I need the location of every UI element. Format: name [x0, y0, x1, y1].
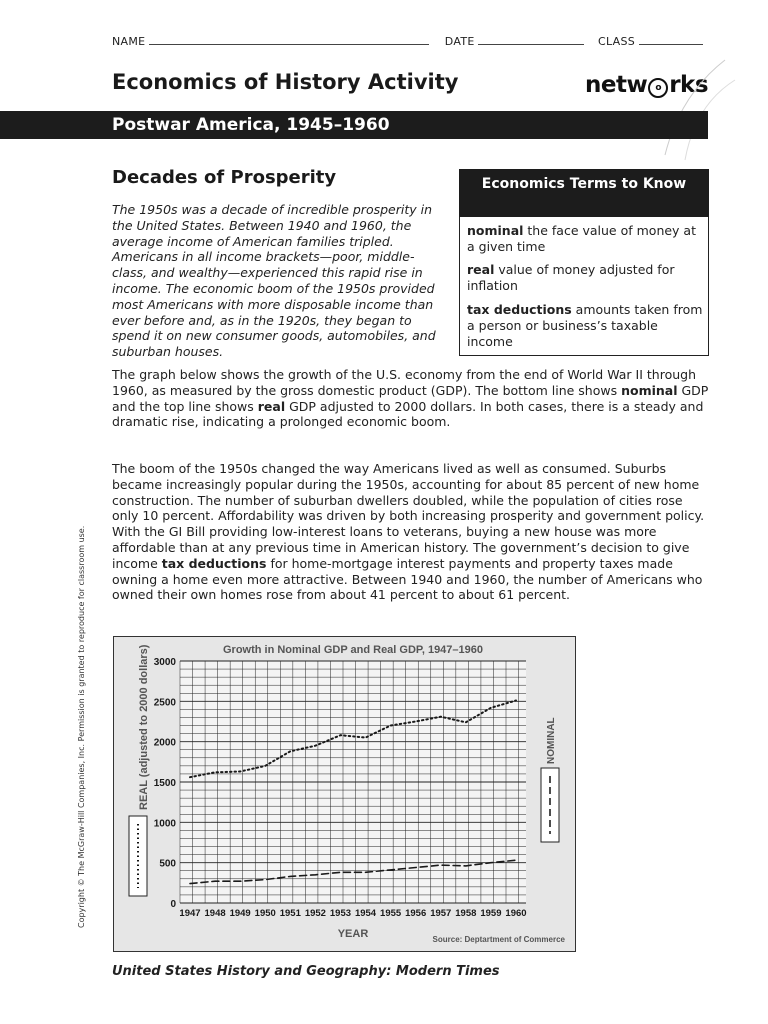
text-run-bold: real: [257, 398, 286, 414]
x-tick-label: 1957: [430, 908, 452, 919]
term-definition: amounts taken from a person or business’s taxable income: [467, 302, 703, 349]
term-word: tax deductions: [467, 302, 572, 317]
text-run-bold: nominal: [621, 382, 678, 398]
name-line[interactable]: [149, 33, 429, 45]
chart-title: Growth in Nominal GDP and Real GDP, 1947–1960: [222, 644, 484, 656]
term-real: [467, 262, 703, 294]
copyright-notice: Copyright © The McGraw-Hill Companies, Inc. Permission is granted to reproduce for classroom use.: [77, 525, 86, 928]
term-nominal: [467, 223, 703, 255]
terms-box-title: Economics Terms to Know: [459, 169, 709, 217]
x-tick-label: 1954: [354, 908, 377, 919]
gdp-chart: [113, 636, 576, 952]
text-run: The boom of the 1950s changed the way Americans lived as well as consumed. Suburbs became increasingly popular during the 1950s, accounting for about 85 percent of new home construction. The number of suburban dwellers doubled, while the population of cities rose only 10 percent. Affordability was driven by both increasing prosperity and government policy. With the GI Bill providing low-interest loans to veterans, buying a new house was more affordable than at any previous time in American history. The government’s decision to give income: [112, 461, 705, 571]
x-tick-label: 1950: [254, 908, 276, 919]
class-line[interactable]: [639, 33, 703, 45]
y-tick-label: 1500: [153, 778, 176, 789]
y-tick-label: 500: [159, 858, 176, 870]
y-axis-label: REAL (adjusted to 2000 dollars): [138, 644, 150, 810]
x-tick-label: 1949: [229, 908, 251, 919]
section-heading: Decades of Prosperity: [112, 167, 337, 188]
y-tick-label: 1000: [153, 818, 176, 830]
logo-text-end: rks: [669, 72, 709, 98]
logo-ring-icon: o: [648, 78, 668, 98]
intro-paragraph: The 1950s was a decade of incredible prosperity in the United States. Between 1940 and 1960, the average income of American families tripled. Americans in all income brackets—poor, middle-class, and wealthy—experienced this rapid rise in income. The economic boom of the 1950s provided most Americans with more disposable income than ever before and, as in the 1920s, they began to spend it on new consumer goods, automobiles, and suburban houses.: [112, 202, 436, 360]
y-tick-label: 2500: [153, 697, 176, 709]
term-tax-deductions: [467, 302, 703, 350]
term-word: nominal: [467, 223, 524, 238]
page-title: Economics of History Activity: [112, 70, 459, 94]
x-tick-label: 1948: [204, 908, 226, 919]
paragraph-gdp: [112, 367, 712, 430]
name-label: NAME: [112, 35, 146, 48]
date-label: DATE: [444, 35, 475, 48]
x-tick-label: 1956: [405, 908, 427, 919]
x-tick-label: 1947: [179, 908, 201, 919]
y-tick-label: 2000: [153, 737, 176, 749]
x-tick-label: 1960: [505, 908, 527, 919]
text-run: The graph below shows the growth of the U.S. economy from the end of World War II through 1960, as measured by the gross domestic product (GDP). The bottom line shows: [112, 367, 696, 398]
term-word: real: [467, 262, 495, 277]
nominal-legend-label: NOMINAL: [546, 717, 557, 764]
paragraph-suburbs: [112, 461, 712, 603]
text-run: for home-mortgage interest payments and property taxes made owning a home even more attractive. Between 1940 and 1960, the number of Americans who owned their own homes rose from about 41 percent to about 61 percent.: [112, 555, 703, 603]
x-tick-label: 1951: [279, 908, 301, 919]
y-tick-label: 3000: [153, 657, 176, 668]
term-definition: value of money adjusted for inflation: [467, 262, 675, 293]
x-axis-label: YEAR: [337, 928, 369, 940]
x-tick-label: 1953: [329, 908, 352, 919]
chart-source: Source: Deptartment of Commerce: [432, 935, 565, 944]
footer-book-title: United States History and Geography: Modern Times: [112, 964, 500, 979]
y-tick-label: 0: [170, 899, 176, 910]
logo-swoosh-decoration: [640, 55, 740, 165]
text-run: GDP adjusted to 2000 dollars. In both cases, there is a steady and dramatic rise, indicating a prolonged economic boom.: [112, 398, 704, 430]
date-line[interactable]: [478, 33, 584, 45]
x-tick-label: 1958: [455, 908, 477, 919]
class-label: CLASS: [598, 35, 636, 48]
x-tick-label: 1952: [304, 908, 326, 919]
text-run: GDP and the top line shows: [112, 382, 709, 414]
logo-text-start: netw: [585, 72, 648, 98]
x-tick-label: 1959: [480, 908, 502, 919]
term-definition: the face value of money at a given time: [467, 223, 696, 254]
text-run-bold: tax deductions: [161, 555, 267, 571]
banner-title: Postwar America, 1945–1960: [112, 115, 390, 135]
x-tick-label: 1955: [380, 908, 402, 919]
student-info-row: [112, 33, 712, 48]
